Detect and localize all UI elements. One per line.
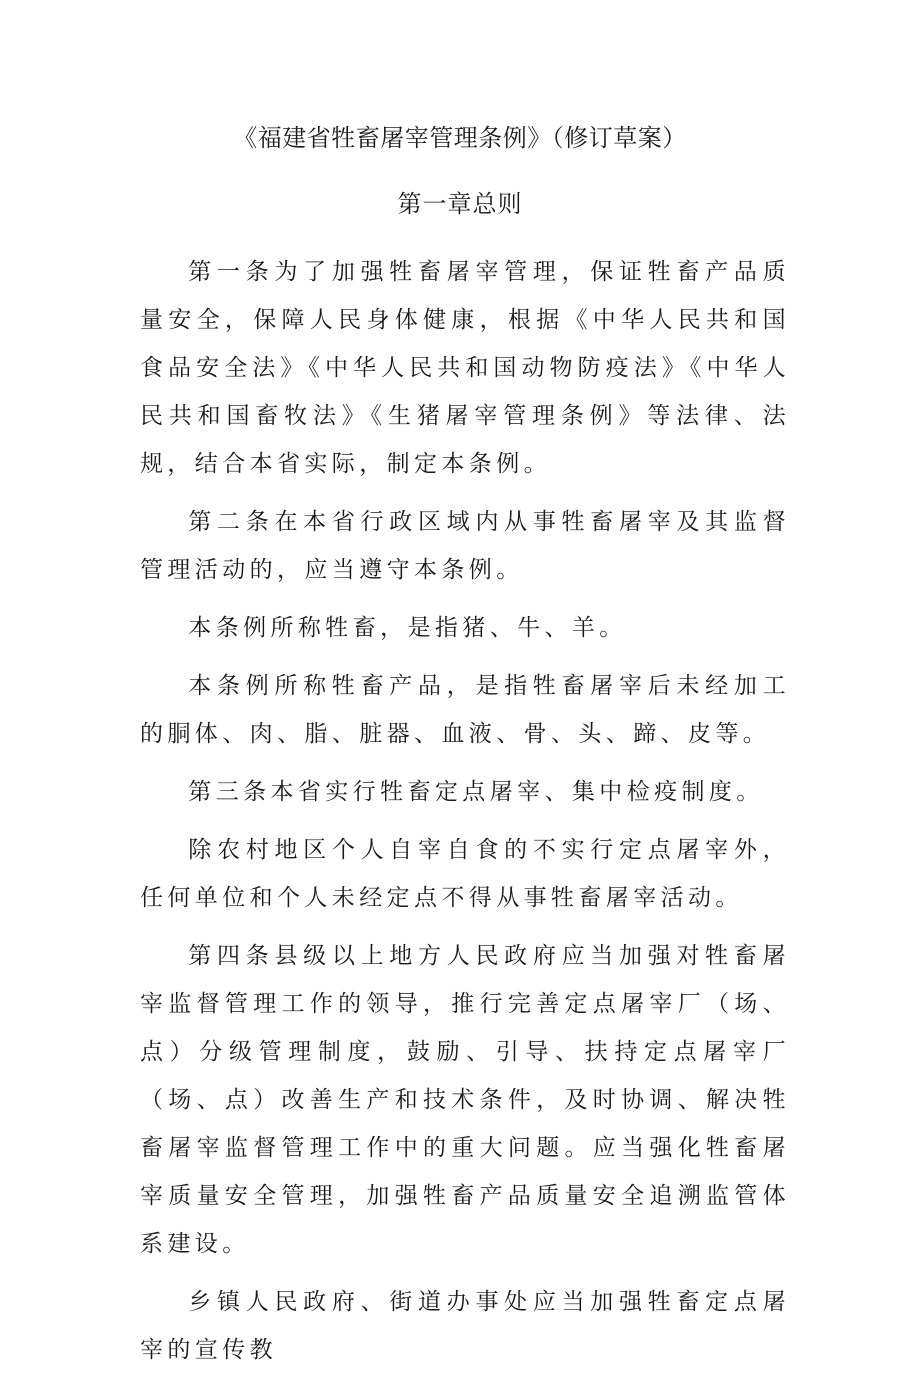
paragraph-rural-exception: 除农村地区个人自宰自食的不实行定点屠宰外，任何单位和个人未经定点不得从事牲畜屠宰活动。 (140, 837, 790, 911)
paragraph-article-4: 第四条县级以上地方人民政府应当加强对牲畜屠宰监督管理工作的领导，推行完善定点屠宰厂（场、点）分级管理制度，鼓励、引导、扶持定点屠宰厂（场、点）改善生产和技术条件，及时协调、解决牲畜屠宰监督管理工作中的重大问题。应当强化牲畜屠宰质量安全管理，加强牲畜产品质量安全追溯监管体系建设。 (140, 943, 790, 1257)
paragraph-article-3: 第三条本省实行牲畜定点屠宰、集中检疫制度。 (188, 779, 764, 805)
document-title: 《福建省牲畜屠宰管理条例》（修订草案） (233, 124, 687, 152)
paragraph-article-2: 第二条在本省行政区域内从事牲畜屠宰及其监督管理活动的，应当遵守本条例。 (140, 509, 790, 583)
paragraph-article-1: 第一条为了加强牲畜屠宰管理，保证牲畜产品质量安全，保障人民身体健康，根据《中华人民共和国食品安全法》《中华人民共和国动物防疫法》《中华人民共和国畜牧法》《生猪屠宰管理条例》等法律、法规，结合本省实际，制定本条例。 (140, 259, 790, 477)
paragraph-livestock-definition: 本条例所称牲畜，是指猪、牛、羊。 (188, 615, 627, 641)
paragraph-product-definition: 本条例所称牲畜产品，是指牲畜屠宰后未经加工的胴体、肉、脂、脏器、血液、骨、头、蹄、皮等。 (140, 673, 790, 747)
paragraph-township-duty: 乡镇人民政府、街道办事处应当加强牲畜定点屠宰的宣传教 (140, 1289, 790, 1363)
chapter-title: 第一章总则 (397, 190, 523, 218)
document-body (140, 248, 790, 1384)
